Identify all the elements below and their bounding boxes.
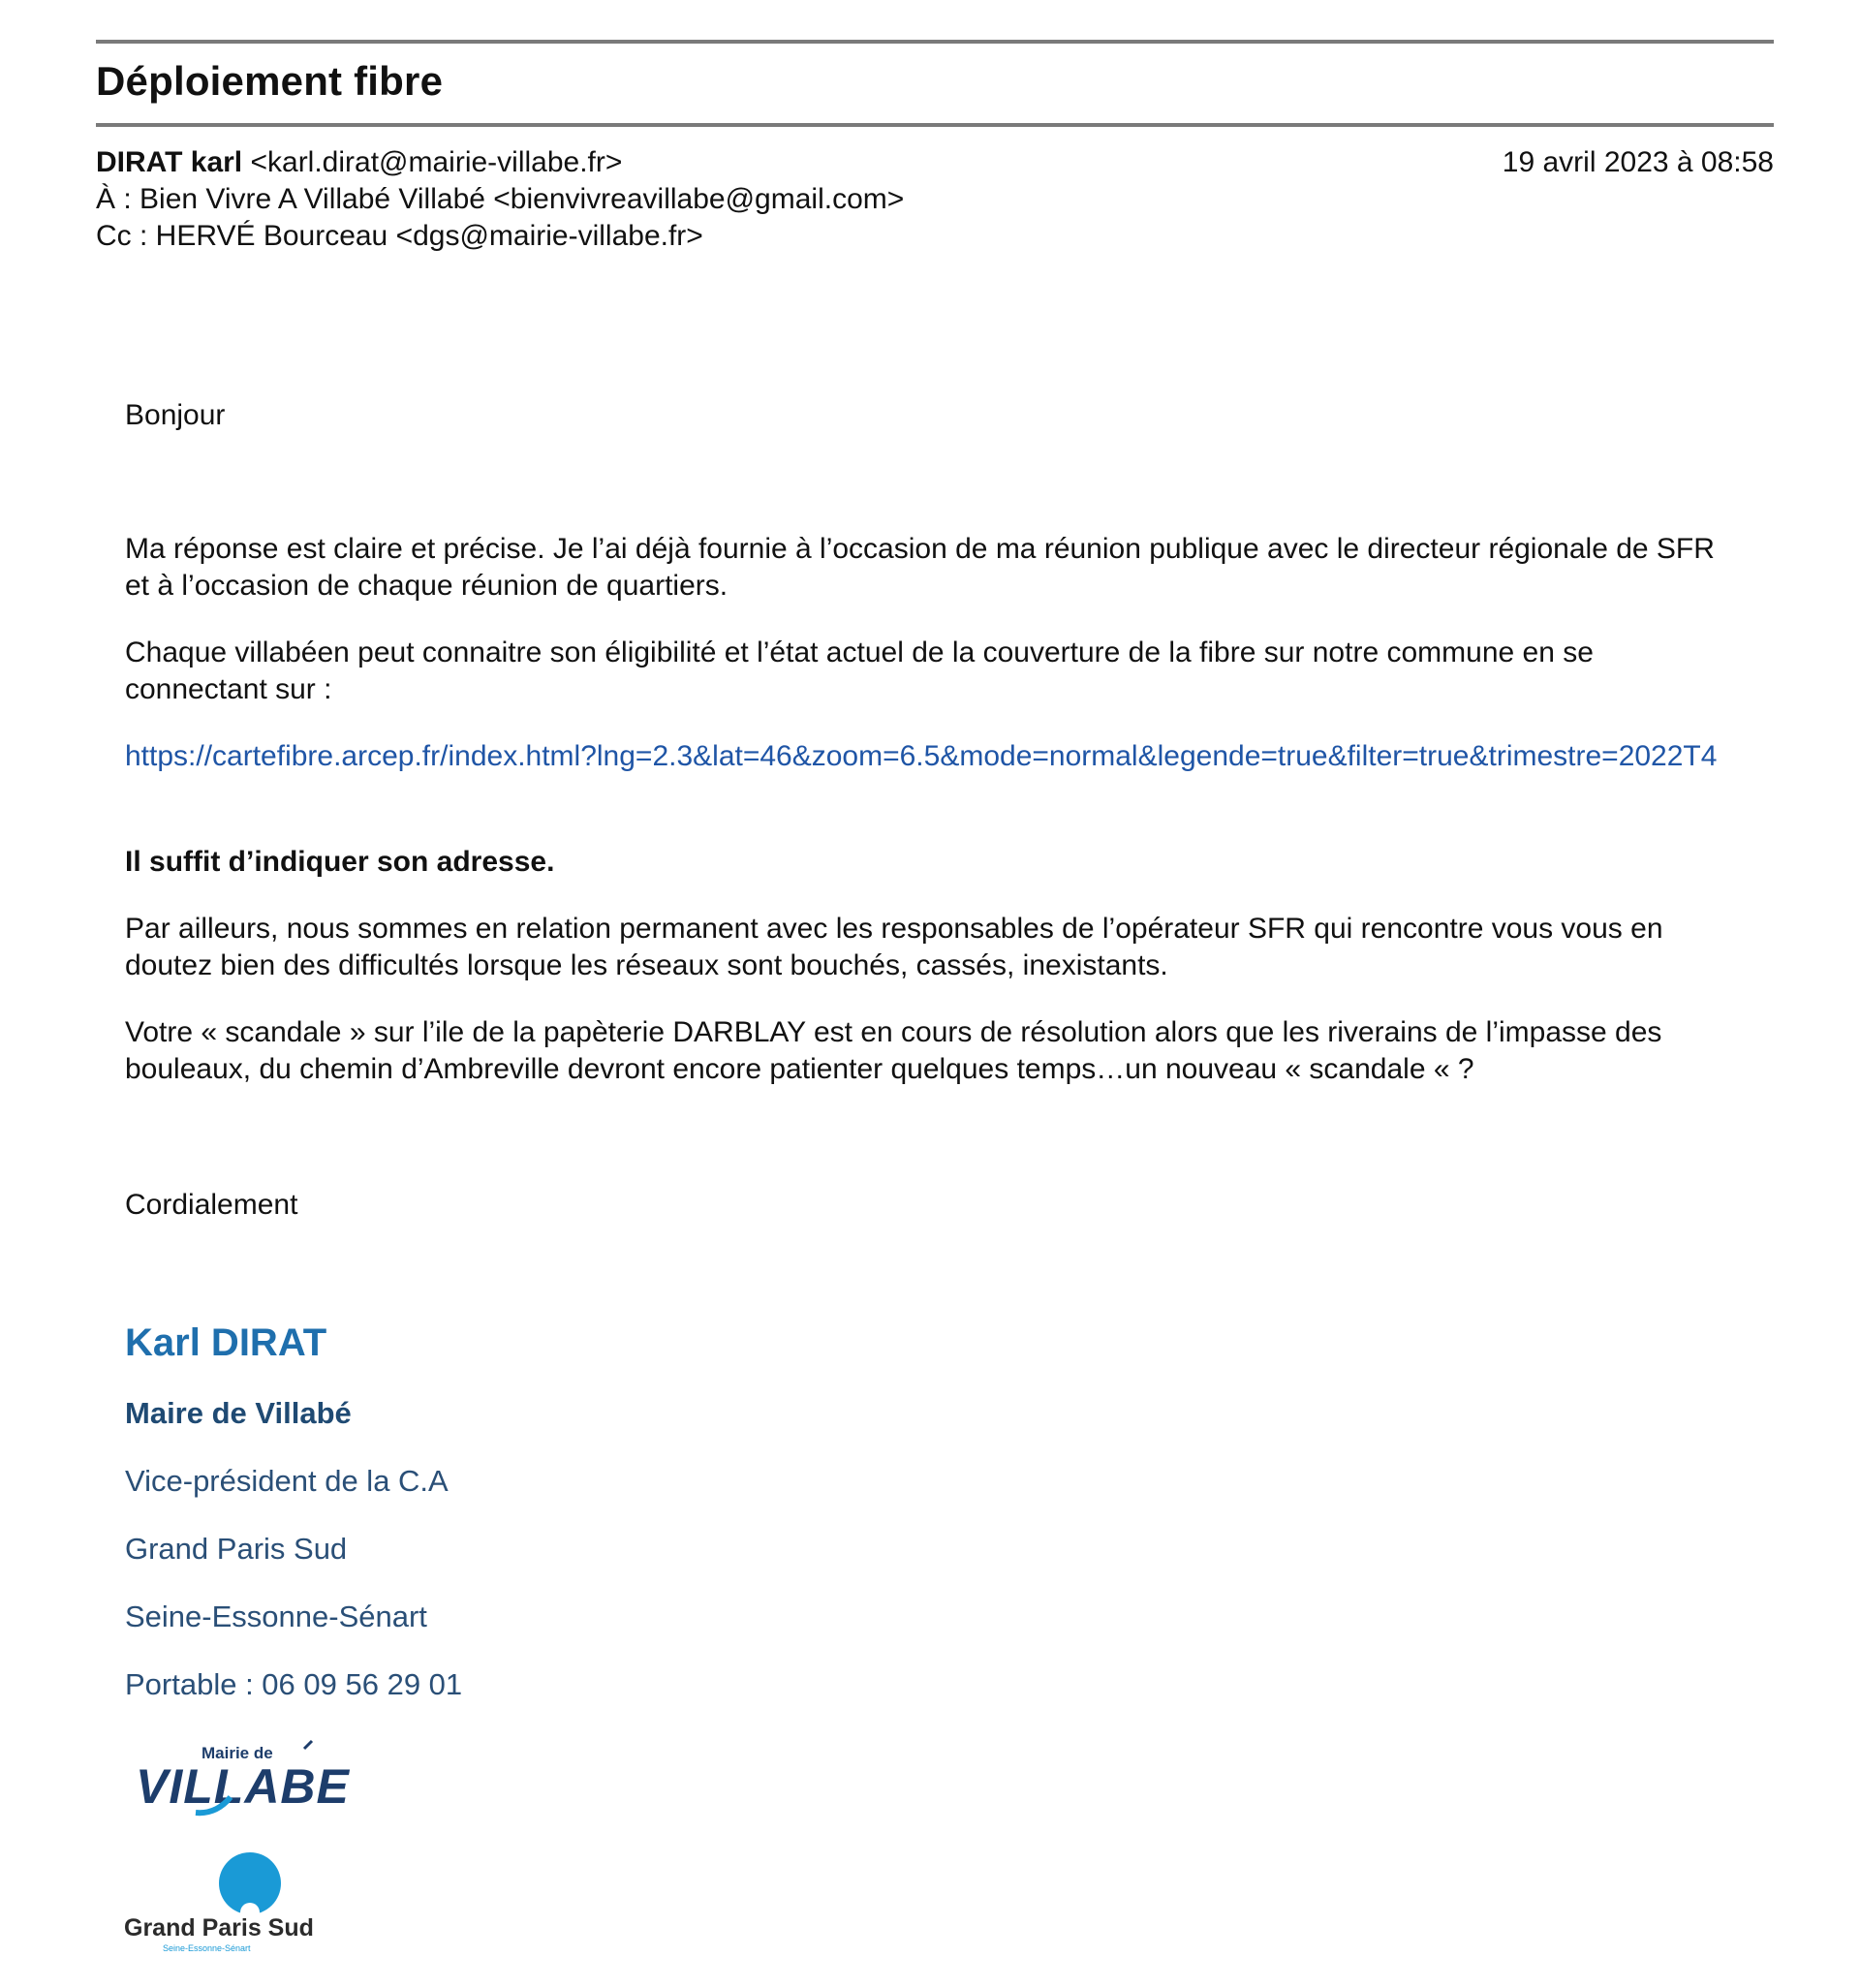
seine-essonne-senart-text: Seine-Essonne-Sénart [163, 1943, 251, 1953]
from-line [96, 144, 622, 181]
closing: Cordialement [125, 1189, 298, 1221]
signature-line-3: Seine-Essonne-Sénart [125, 1600, 427, 1633]
grand-paris-sud-logo [122, 1852, 324, 1957]
email-subject: Déploiement fibre [96, 58, 444, 104]
paragraph-4: Votre « scandale » sur l’ile de la papèterie DARBLAY est en cours de résolution alors que les riverains de l’impasse des bouleaux, du chemin d’Ambreville devront encore patienter quelques temps…un nouveau « scandale « ? [125, 1016, 1662, 1085]
paragraph-1: Ma réponse est claire et précise. Je l’ai déjà fournie à l’occasion de ma réunion publique avec le directeur régionale de SFR et à l’occasion de chaque réunion de quartiers. [125, 533, 1715, 602]
email-date: 19 avril 2023 à 08:58 [1502, 146, 1774, 178]
signature-line-2: Grand Paris Sud [125, 1532, 348, 1566]
cc-line: Cc : HERVÉ Bourceau <dgs@mairie-villabe.fr> [96, 220, 703, 252]
bold-instruction: Il suffit d’indiquer son adresse. [125, 846, 555, 878]
villabe-logo-small-text: Mairie de [202, 1744, 273, 1762]
cartefibre-link[interactable]: https://cartefibre.arcep.fr/index.html?lng=2.3&lat=46&zoom=6.5&mode=normal&legende=true&filter=true&trimestre=2022T4 [125, 740, 1718, 772]
paragraph-2: Chaque villabéen peut connaitre son éligibilité et l’état actuel de la couverture de la fibre sur notre commune en se connectant sur : [125, 637, 1594, 705]
header-divider [96, 123, 1774, 127]
signature-phone: Portable : 06 09 56 29 01 [125, 1667, 463, 1701]
paragraph-3: Par ailleurs, nous sommes en relation permanent avec les responsables de l’opérateur SFR qui rencontre vous vous en doutez bien des difficultés lorsque les réseaux sont bouchés, cassés, inexistants. [125, 913, 1663, 981]
villabe-logo [134, 1737, 350, 1817]
sender-name: DIRAT karl [96, 146, 243, 178]
signature-line-1: Vice-président de la C.A [125, 1464, 449, 1498]
signature-title: Maire de Villabé [125, 1396, 352, 1430]
signature-name: Karl DIRAT [125, 1321, 327, 1364]
greeting: Bonjour [125, 399, 226, 431]
grand-paris-sud-text: Grand Paris Sud [124, 1914, 314, 1941]
to-line: À : Bien Vivre A Villabé Villabé <bienvivreavillabe@gmail.com> [96, 183, 905, 215]
logo-accent-mark [304, 1741, 312, 1749]
sender-email[interactable]: <karl.dirat@mairie-villabe.fr> [242, 146, 623, 178]
villabe-logo-big-text: VILLABE [136, 1759, 350, 1814]
top-divider [96, 40, 1774, 44]
